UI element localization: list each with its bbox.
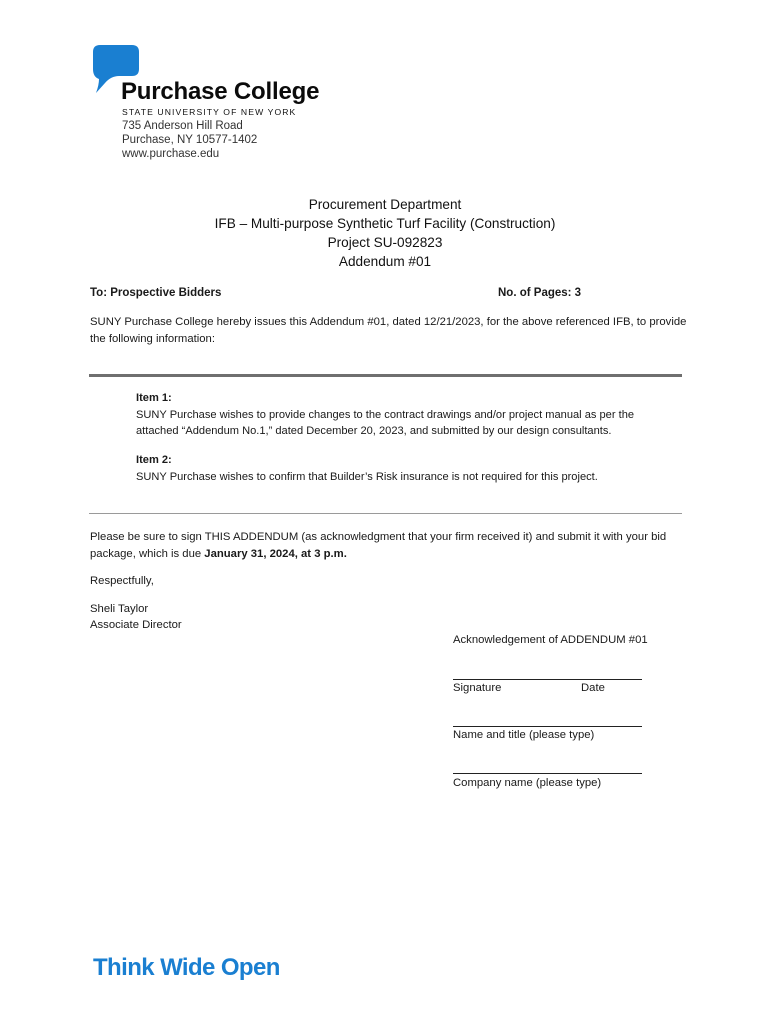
- signer-name: Sheli Taylor: [90, 603, 149, 615]
- addendum-number: Addendum #01: [338, 254, 432, 269]
- project-number: Project SU-092823: [327, 235, 443, 250]
- company-name-line[interactable]: [453, 773, 642, 774]
- signature-line[interactable]: [453, 679, 642, 680]
- ifb-title: IFB – Multi-purpose Synthetic Turf Facility (Construction): [214, 216, 556, 231]
- acknowledgement-heading: Acknowledgement of ADDENDUM #01: [453, 634, 648, 646]
- addendum-item-2: [136, 452, 676, 485]
- intro-paragraph: SUNY Purchase College hereby issues this Addendum #01, dated 12/21/2023, for the above referenced IFB, to provide the following information:: [90, 316, 687, 345]
- item-1-title: Item 1:: [136, 392, 172, 404]
- address-city: Purchase, NY 10577-1402: [122, 134, 258, 146]
- submission-text: Please be sure to sign THIS ADDENDUM (as acknowledgment that your firm received it) and submit it with your bid package, which is due: [90, 531, 667, 560]
- section-divider-bottom: [89, 513, 682, 514]
- address-street: 735 Anderson Hill Road: [122, 120, 243, 132]
- recipient-line: To: Prospective Bidders: [90, 287, 222, 299]
- item-2-title: Item 2:: [136, 454, 172, 466]
- signer-title: Associate Director: [90, 619, 182, 631]
- name-title-line[interactable]: [453, 726, 642, 727]
- department-heading: Procurement Department: [308, 197, 462, 212]
- item-2-text: SUNY Purchase wishes to confirm that Builder’s Risk insurance is not required for this project.: [136, 470, 598, 483]
- page-count: No. of Pages: 3: [498, 287, 582, 299]
- closing-salutation: Respectfully,: [90, 575, 154, 587]
- brand-tagline: Think Wide Open: [93, 954, 280, 981]
- due-date: January 31, 2024, at 3 p.m.: [204, 548, 347, 560]
- address-website: www.purchase.edu: [122, 148, 220, 160]
- addendum-item-1: [136, 390, 676, 440]
- name-title-label: Name and title (please type): [453, 729, 595, 741]
- company-name-label: Company name (please type): [453, 777, 602, 789]
- signature-label: Signature: [453, 682, 502, 694]
- brand-name: Purchase College: [121, 78, 320, 105]
- brand-subtitle: STATE UNIVERSITY OF NEW YORK: [122, 107, 297, 117]
- item-1-text: SUNY Purchase wishes to provide changes to the contract drawings and/or project manual as per the attached “Addendum No.1,” dated December 20, 2023, and submitted by our design consultants.: [136, 408, 635, 437]
- date-label: Date: [581, 682, 605, 694]
- section-divider-top: [89, 374, 682, 377]
- submission-instructions: [90, 529, 690, 563]
